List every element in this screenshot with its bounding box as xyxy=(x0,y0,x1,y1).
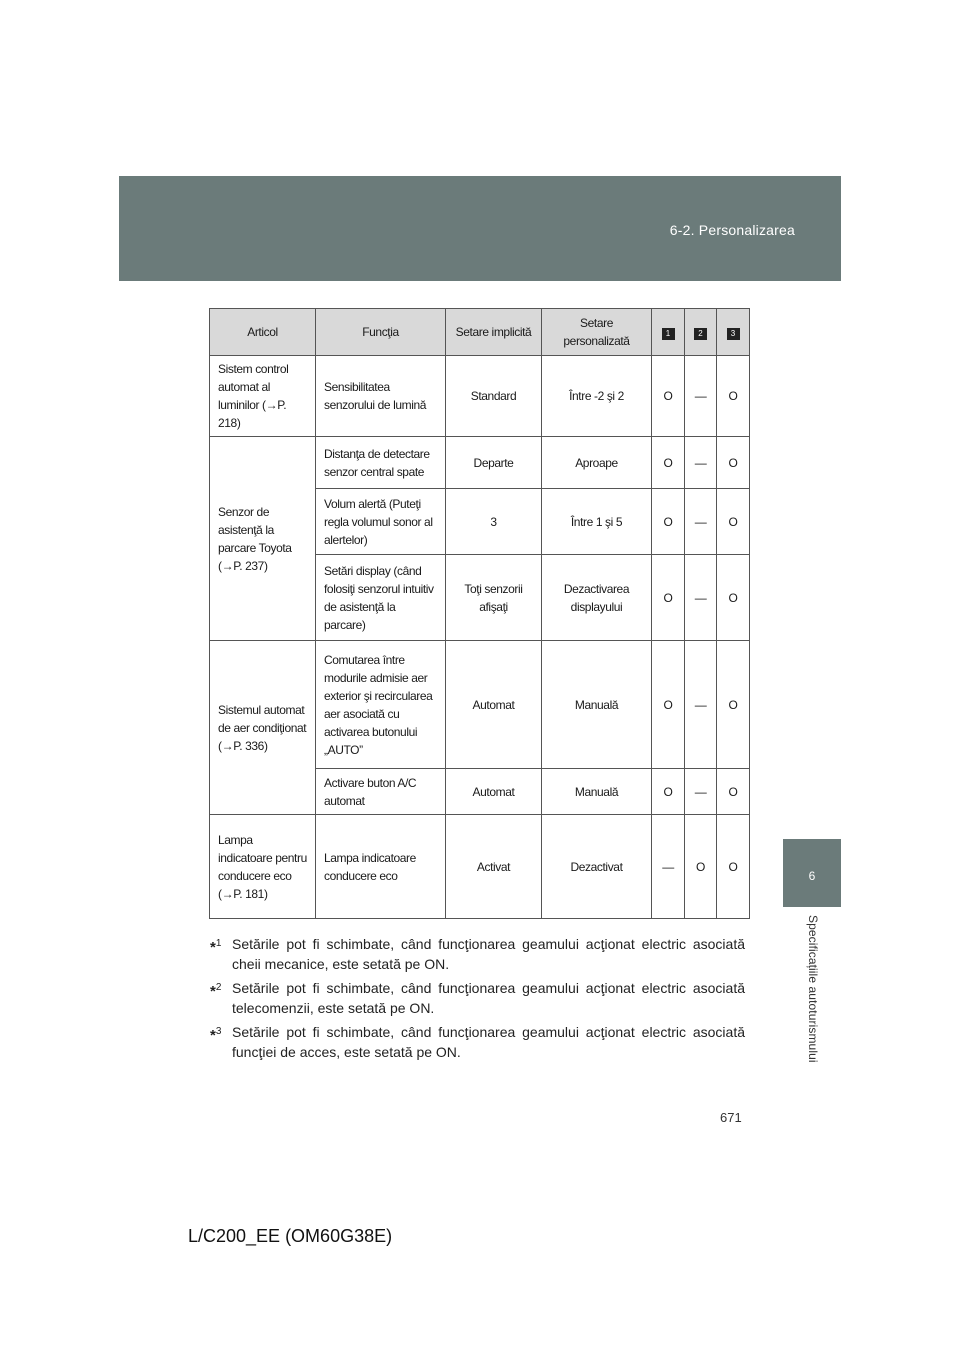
col-header-function: Funcţia xyxy=(316,309,446,356)
personalized-cell: Dezactivarea displayului xyxy=(542,555,652,641)
col-header-default: Setare implicită xyxy=(446,309,542,356)
col-header-item: Articol xyxy=(210,309,316,356)
mark-cell-3: O xyxy=(717,489,750,555)
chapter-title: Specificațiile autoturismului xyxy=(806,915,820,1063)
default-cell: Automat xyxy=(446,641,542,769)
mark-cell-2: — xyxy=(685,555,717,641)
settings-table xyxy=(209,308,750,919)
personalized-cell: Manuală xyxy=(542,769,652,815)
table-header-row xyxy=(210,309,750,356)
header-band xyxy=(119,176,841,281)
footnote-text: Setările pot fi schimbate, când funcţionarea geamului acţionat electric asociată cheii mecanice, este setată pe ON. xyxy=(232,936,745,972)
section-title: 6-2. Personalizarea xyxy=(669,222,795,238)
footnote xyxy=(210,934,745,974)
personalized-cell: Dezactivat xyxy=(542,815,652,919)
chapter-tab xyxy=(783,839,841,907)
footnote-marker: *$^1$ xyxy=(210,938,222,956)
mark-cell-3: O xyxy=(717,769,750,815)
mark-cell-2: — xyxy=(685,769,717,815)
footnote xyxy=(210,978,745,1018)
item-cell: Sistem control automat al luminilor (→P. 218) xyxy=(210,356,316,437)
col-header-2 xyxy=(685,309,717,356)
document-code: L/C200_EE (OM60G38E) xyxy=(188,1226,393,1246)
personalized-cell: Între -2 şi 2 xyxy=(542,356,652,437)
mark-cell-1: O xyxy=(652,356,685,437)
badge-3: 3 xyxy=(727,328,740,340)
mark-cell-3: O xyxy=(717,437,750,489)
function-cell: Activare buton A/C automat xyxy=(316,769,446,815)
mark-cell-2: — xyxy=(685,641,717,769)
function-cell: Distanţa de detectare senzor central spate xyxy=(316,437,446,489)
mark-cell-3: O xyxy=(717,815,750,919)
footnote-text: Setările pot fi schimbate, când funcţionarea geamului acţionat electric asociată funcţiei de acces, este setată pe ON. xyxy=(232,1024,745,1060)
table-row xyxy=(210,437,750,489)
mark-cell-3: O xyxy=(717,641,750,769)
mark-cell-1: — xyxy=(652,815,685,919)
mark-cell-3: O xyxy=(717,555,750,641)
footnote-marker: *$^3$ xyxy=(210,1026,222,1044)
personalized-cell: Aproape xyxy=(542,437,652,489)
mark-cell-2: — xyxy=(685,437,717,489)
personalized-cell: Manuală xyxy=(542,641,652,769)
mark-cell-1: O xyxy=(652,555,685,641)
mark-cell-1: O xyxy=(652,641,685,769)
function-cell: Volum alertă (Puteţi regla volumul sonor al alertelor) xyxy=(316,489,446,555)
table-row xyxy=(210,356,750,437)
footnote xyxy=(210,1022,745,1062)
table-row xyxy=(210,641,750,769)
badge-1: 1 xyxy=(662,328,675,340)
mark-cell-3: O xyxy=(717,356,750,437)
col-header-3 xyxy=(717,309,750,356)
mark-cell-2: O xyxy=(685,815,717,919)
function-cell: Sensibilitatea senzorului de lumină xyxy=(316,356,446,437)
item-cell: Senzor de asistenţă la parcare Toyota (→P. 237) xyxy=(210,437,316,641)
page-number: 671 xyxy=(720,1110,742,1125)
personalized-cell: Între 1 şi 5 xyxy=(542,489,652,555)
default-cell: 3 xyxy=(446,489,542,555)
default-cell: Activat xyxy=(446,815,542,919)
mark-cell-1: O xyxy=(652,489,685,555)
function-cell: Lampa indicatoare conducere eco xyxy=(316,815,446,919)
item-cell: Sistemul automat de aer condiţionat (→P. 336) xyxy=(210,641,316,815)
footnote-text: Setările pot fi schimbate, când funcţionarea geamului acţionat electric asociată telecomenzii, este setată pe ON. xyxy=(232,980,745,1016)
default-cell: Standard xyxy=(446,356,542,437)
footnote-marker: *$^2$ xyxy=(210,982,222,1000)
mark-cell-2: — xyxy=(685,489,717,555)
default-cell: Departe xyxy=(446,437,542,489)
table-row xyxy=(210,815,750,919)
chapter-number: 6 xyxy=(808,869,816,883)
col-header-1 xyxy=(652,309,685,356)
function-cell: Comutarea între modurile admisie aer exterior şi recircularea aer asociată cu activarea butonului „AUTO” xyxy=(316,641,446,769)
col-header-personalized: Setare personalizată xyxy=(542,309,652,356)
item-cell: Lampa indicatoare pentru conducere eco (→P. 181) xyxy=(210,815,316,919)
footnotes xyxy=(210,934,745,1066)
default-cell: Toţi senzorii afişaţi xyxy=(446,555,542,641)
function-cell: Setări display (când folosiţi senzorul intuitiv de asistenţă la parcare) xyxy=(316,555,446,641)
default-cell: Automat xyxy=(446,769,542,815)
mark-cell-2: — xyxy=(685,356,717,437)
mark-cell-1: O xyxy=(652,437,685,489)
badge-2: 2 xyxy=(694,328,707,340)
mark-cell-1: O xyxy=(652,769,685,815)
